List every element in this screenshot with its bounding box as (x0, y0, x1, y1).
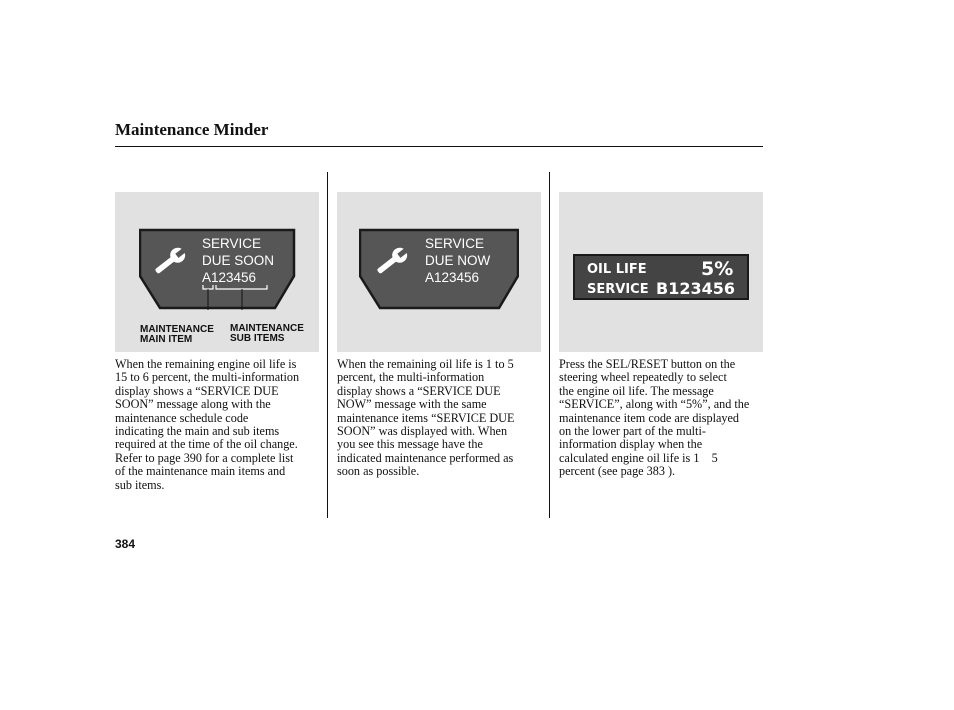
paragraph-oil-life: Press the SEL/RESET button on the steering wheel repeatedly to select the engine oil life. The message “SERVICE”, along with “5%”, and the maintenance item code are displayed on the lower part of the multi- information display when the calculated engine oil life is 1 5 percent (see page 383 ). (559, 357, 750, 479)
display-line-1: SERVICE (425, 236, 485, 251)
paragraph-service-due-now: When the remaining oil life is 1 to 5 percent, the multi-information display shows a “SERVICE DUE NOW” message with the same maintenance items “SERVICE DUE SOON” was displayed with. When you see this message have the indicated maintenance performed as soon as possible. (337, 357, 515, 479)
title-divider (115, 146, 763, 147)
oil-life-label: OIL LIFE (587, 262, 647, 277)
page-number: 384 (115, 537, 136, 551)
maintenance-sub-items-label: MAINTENANCE SUB ITEMS (230, 323, 304, 344)
service-due-soon-figure (115, 192, 319, 352)
display-line-3: A123456 (202, 270, 257, 285)
multi-info-display (139, 228, 299, 310)
service-label: SERVICE (587, 282, 649, 297)
display-line-3: A123456 (425, 270, 480, 285)
service-code: B123456 (656, 279, 735, 298)
multi-info-display (359, 228, 519, 310)
oil-life-display (573, 254, 749, 300)
display-line-2: DUE SOON (202, 253, 275, 268)
oil-life-figure (559, 192, 763, 352)
display-line-1: SERVICE (202, 236, 262, 251)
paragraph-service-due-soon: When the remaining engine oil life is 15 to 6 percent, the multi-information display shows a “SERVICE DUE SOON” message along with the maintenance schedule code indicating the main and sub items required at the time of the oil change. Refer to page 390 for a complete list of the maintenance main items and sub items. (115, 357, 300, 492)
service-due-now-figure (337, 192, 541, 352)
column-divider (549, 172, 550, 518)
section-title: Maintenance Minder (115, 120, 269, 139)
oil-life-value: 5% (701, 258, 734, 280)
maintenance-main-item-label: MAINTENANCE MAIN ITEM (140, 324, 214, 345)
column-divider (327, 172, 328, 518)
display-line-2: DUE NOW (425, 253, 491, 268)
